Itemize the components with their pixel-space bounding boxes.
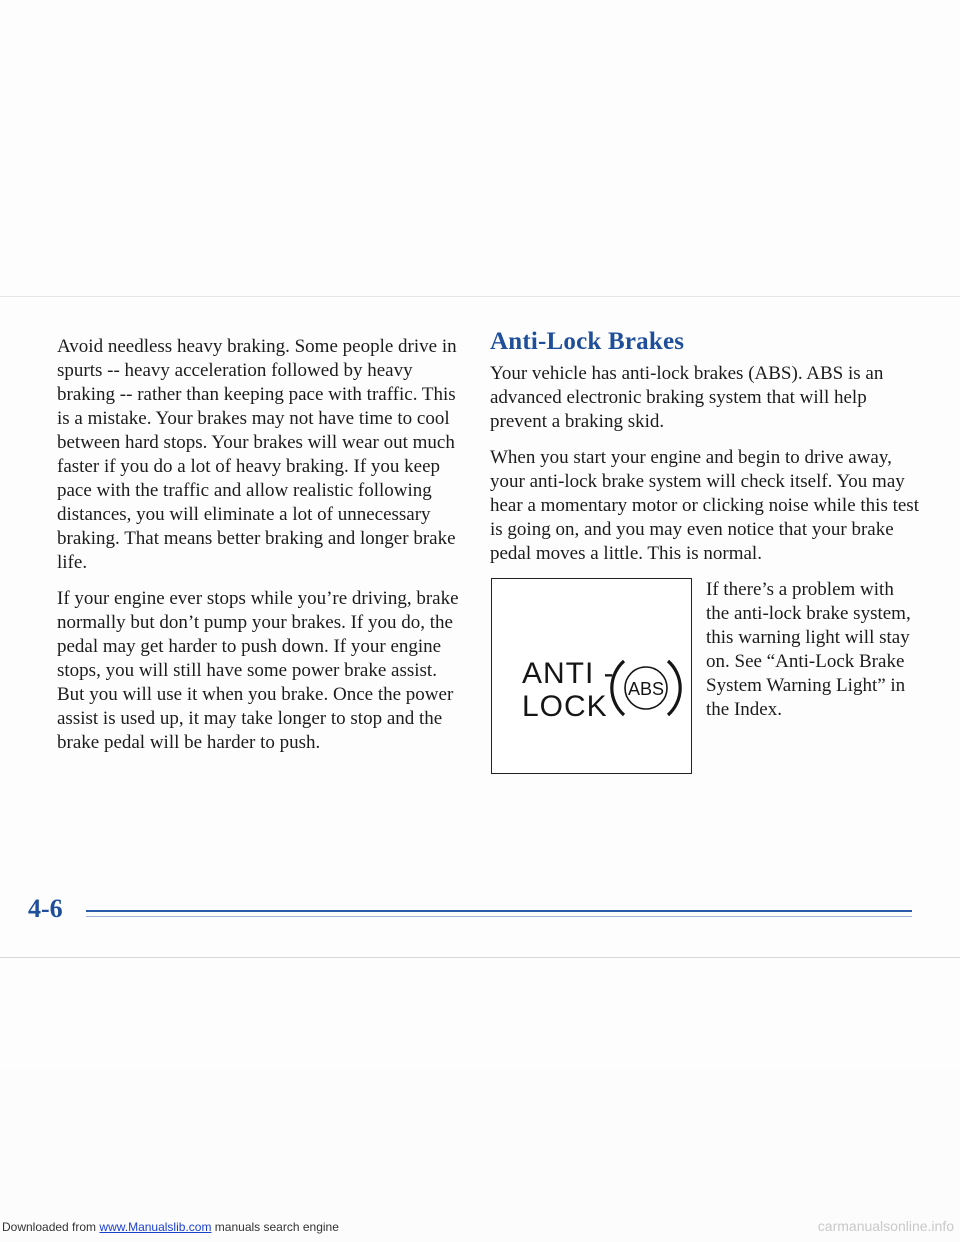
section-title: Anti-Lock Brakes (490, 328, 685, 355)
download-watermark (2, 1220, 339, 1234)
abs-warning-icon (610, 655, 682, 721)
page-number: 4-6 (28, 894, 63, 923)
warning-light-section (490, 578, 920, 778)
warning-light-box (491, 578, 692, 774)
footer-rule (86, 910, 912, 912)
manualslib-link[interactable]: www.Manualslib.com (99, 1220, 212, 1234)
bottom-divider (0, 957, 960, 958)
download-suffix: manuals search engine (214, 1220, 339, 1234)
right-column (490, 330, 920, 778)
paragraph-heavy-braking: Avoid needless heavy braking. Some people drive in spurts -- heavy acceleration followed by heavy braking -- rather than keeping pace with traffic. This is a mistake. Your brakes may not have time to cool between hard stops. Your brakes will wear out much faster if you do a lot of heavy braking. If you keep pace with the traffic and allow realistic following distances, you will eliminate a lot of unnecessary braking. That means better braking and longer brake life. (57, 336, 457, 573)
abs-icon-text: ABS (627, 679, 665, 699)
footer-rule-thin (86, 916, 912, 917)
warning-light-description: If there’s a problem with the anti-lock brake system, this warning light will stay on. See “Anti-Lock Brake System Warning Light” in the Index. (706, 579, 911, 720)
paragraph-abs-intro: Your vehicle has anti-lock brakes (ABS). ABS is an advanced electronic braking system that will help prevent a braking skid. (490, 363, 884, 432)
download-prefix: Downloaded from (2, 1220, 97, 1234)
paragraph-abs-selfcheck: When you start your engine and begin to drive away, your anti-lock brake system will check itself. You may hear a momentary motor or clicking noise while this test is going on, and you may even notice that your brake pedal moves a little. This is normal. (490, 447, 919, 564)
site-watermark: carmanualsonline.info (817, 1218, 954, 1234)
warning-label-line2: LOCK (522, 690, 608, 723)
warning-label-line1: ANTI - (522, 657, 615, 690)
top-divider (0, 296, 960, 297)
paragraph-engine-stops: If your engine ever stops while you’re driving, brake normally but don’t pump your brakes. If you do, the pedal may get harder to push down. If your engine stops, you will still have some power brake assist. But you will use it when you brake. Once the power assist is used up, it may take longer to stop and the brake pedal will be harder to push. (57, 588, 459, 753)
left-column (57, 335, 462, 767)
